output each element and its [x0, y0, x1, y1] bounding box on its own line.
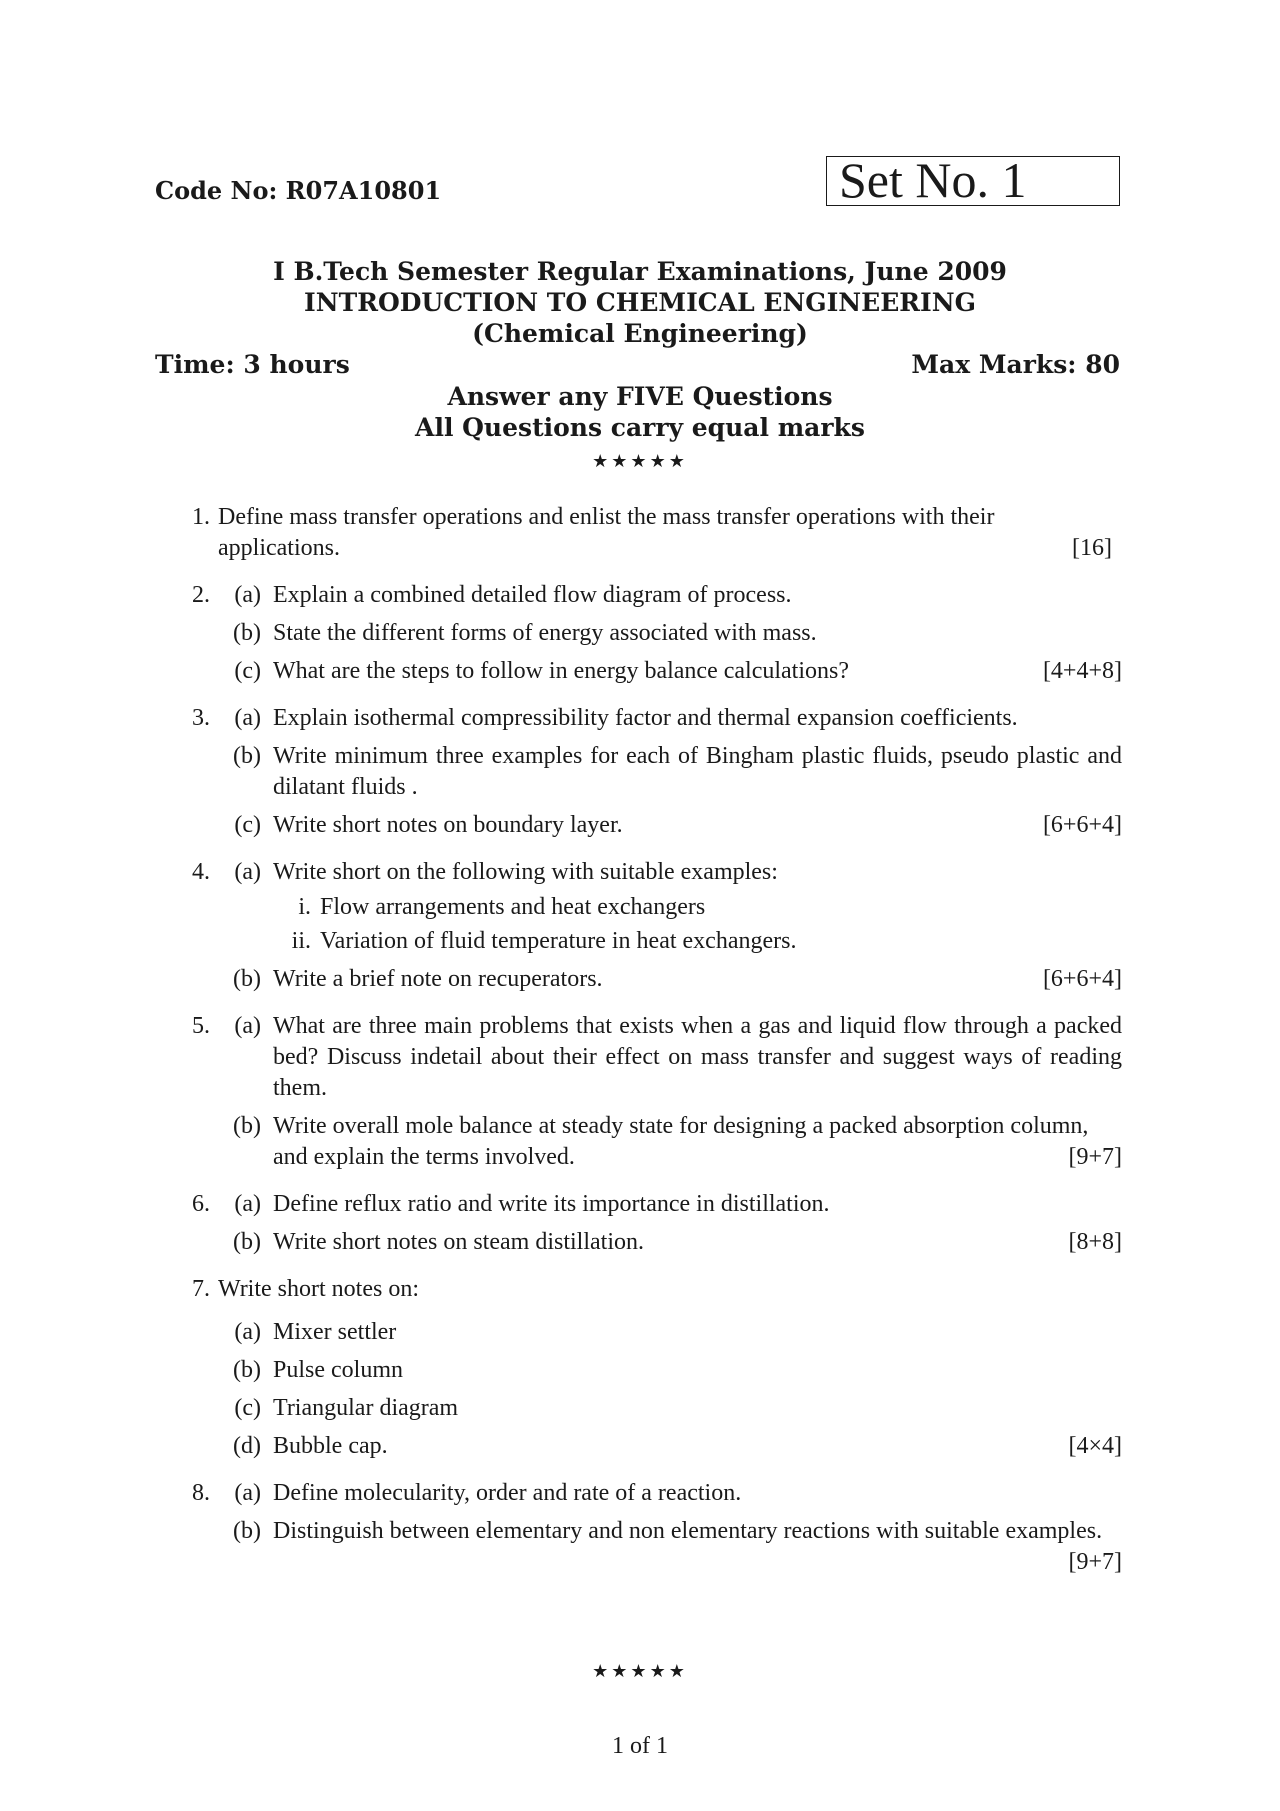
question-number: 1. — [192, 504, 210, 530]
branch-title: (Chemical Engineering) — [472, 319, 808, 348]
instruction-marks: All Questions carry equal marks — [415, 413, 865, 442]
question-marks: [6+6+4] — [1042, 966, 1122, 992]
sub-label: (a) — [234, 1013, 261, 1039]
question-number: 6. — [192, 1191, 210, 1217]
subquestion-a — [155, 1189, 1122, 1220]
sub-text: Mixer settler — [273, 1319, 397, 1345]
course-title: INTRODUCTION TO CHEMICAL ENGINEERING — [304, 288, 976, 317]
sub-label: (a) — [234, 705, 261, 731]
question-marks: [8+8] — [1068, 1229, 1122, 1255]
sub-label: (b) — [233, 1113, 261, 1139]
sub-label: (a) — [234, 1191, 261, 1217]
subquestion-b — [155, 618, 1122, 649]
code-number: Code No: R07A10801 — [155, 176, 442, 205]
sub-text: Write short notes on boundary layer. — [273, 812, 623, 838]
question-number: 2. — [192, 582, 210, 608]
question-number: 5. — [192, 1013, 210, 1039]
question-marks: [16] — [1072, 535, 1112, 561]
question-number: 7. — [192, 1276, 210, 1302]
subquestion-a-i — [155, 892, 1122, 923]
roman-text: Flow arrangements and heat exchangers — [320, 894, 706, 920]
question-8 — [155, 1478, 1122, 1578]
question-marks: [4×4] — [1068, 1433, 1122, 1459]
exam-time: Time: 3 hours — [155, 350, 350, 379]
sub-label: (a) — [234, 859, 261, 885]
subquestion-d — [155, 1431, 1122, 1462]
sub-text: Distinguish between elementary and non elementary reactions with suitable examples. — [273, 1518, 1103, 1544]
sub-text: Write overall mole balance at steady state for designing a packed absorption column, and explain the terms involved. — [273, 1113, 1089, 1170]
sub-label: (b) — [233, 1229, 261, 1255]
subquestion-b — [155, 1355, 1122, 1386]
subquestion-a — [155, 580, 1122, 611]
sub-text: Pulse column — [273, 1357, 403, 1383]
sub-label: (c) — [234, 658, 261, 684]
sub-text: Define molecularity, order and rate of a reaction. — [273, 1480, 742, 1506]
question-5 — [155, 1011, 1122, 1173]
sub-label: (b) — [233, 966, 261, 992]
header-stars: ★★★★★ — [592, 451, 688, 472]
roman-label: ii. — [291, 928, 311, 954]
max-marks: Max Marks: 80 — [911, 350, 1120, 379]
sub-label: (c) — [234, 1395, 261, 1421]
subquestion-a-ii — [155, 926, 1122, 957]
page-number: 1 of 1 — [612, 1733, 668, 1759]
question-marks: [9+7] — [1068, 1549, 1122, 1575]
sub-label: (a) — [234, 1319, 261, 1345]
sub-text: Write minimum three examples for each of Bingham plastic fluids, pseudo plastic and dilatant fluids . — [273, 743, 1122, 800]
question-number: 8. — [192, 1480, 210, 1506]
subquestion-a — [155, 857, 1122, 888]
question-6 — [155, 1189, 1122, 1258]
question-3 — [155, 703, 1122, 841]
sub-text: Explain isothermal compressibility factor and thermal expansion coefficients. — [273, 705, 1018, 731]
subquestion-b — [155, 1111, 1122, 1173]
question-marks: [6+6+4] — [1042, 812, 1122, 838]
sub-label: (b) — [233, 1518, 261, 1544]
subquestion-b — [155, 1227, 1122, 1258]
sub-text: Define reflux ratio and write its importance in distillation. — [273, 1191, 830, 1217]
subquestion-c — [155, 810, 1122, 841]
sub-text: Bubble cap. — [273, 1433, 388, 1459]
sub-label: (a) — [234, 1480, 261, 1506]
sub-label: (d) — [233, 1433, 261, 1459]
exam-title: I B.Tech Semester Regular Examinations, June 2009 — [273, 257, 1007, 286]
set-number-box: Set No. 1 — [826, 156, 1120, 206]
question-1 — [155, 502, 1122, 564]
sub-text: Write short notes on steam distillation. — [273, 1229, 644, 1255]
roman-text: Variation of fluid temperature in heat exchangers. — [320, 928, 797, 954]
question-list — [155, 502, 1122, 1589]
subquestion-c — [155, 656, 1122, 687]
question-text: Define mass transfer operations and enlist the mass transfer operations with their applications. — [218, 504, 995, 561]
question-2 — [155, 580, 1122, 687]
sub-text: Explain a combined detailed flow diagram of process. — [273, 582, 792, 608]
sub-text: Triangular diagram — [273, 1395, 459, 1421]
subquestion-a — [155, 1478, 1122, 1509]
question-text: Write short notes on: — [218, 1276, 419, 1302]
sub-label: (a) — [234, 582, 261, 608]
sub-text: Write short on the following with suitable examples: — [273, 859, 778, 885]
sub-label: (b) — [233, 743, 261, 769]
sub-text: State the different forms of energy associated with mass. — [273, 620, 817, 646]
question-marks: [9+7] — [1068, 1144, 1122, 1170]
sub-text: Write a brief note on recuperators. — [273, 966, 603, 992]
question-marks: [4+4+8] — [1042, 658, 1122, 684]
subquestion-a — [155, 1011, 1122, 1104]
subquestion-c — [155, 1393, 1122, 1424]
sub-text: What are three main problems that exists when a gas and liquid flow through a packed bed? Discuss indetail about their effect on mass transfer and suggest ways of reading them. — [273, 1013, 1122, 1101]
sub-text: What are the steps to follow in energy balance calculations? — [273, 658, 849, 684]
sub-label: (c) — [234, 812, 261, 838]
sub-label: (b) — [233, 1357, 261, 1383]
question-number: 3. — [192, 705, 210, 731]
sub-label: (b) — [233, 620, 261, 646]
question-7 — [155, 1274, 1122, 1462]
question-4 — [155, 857, 1122, 995]
question-number: 4. — [192, 859, 210, 885]
instruction-answer: Answer any FIVE Questions — [447, 382, 833, 411]
subquestion-b — [155, 964, 1122, 995]
footer-stars: ★★★★★ — [592, 1661, 688, 1682]
roman-label: i. — [298, 894, 311, 920]
subquestion-b — [155, 741, 1122, 803]
subquestion-a — [155, 1317, 1122, 1348]
subquestion-b — [155, 1516, 1122, 1578]
subquestion-a — [155, 703, 1122, 734]
